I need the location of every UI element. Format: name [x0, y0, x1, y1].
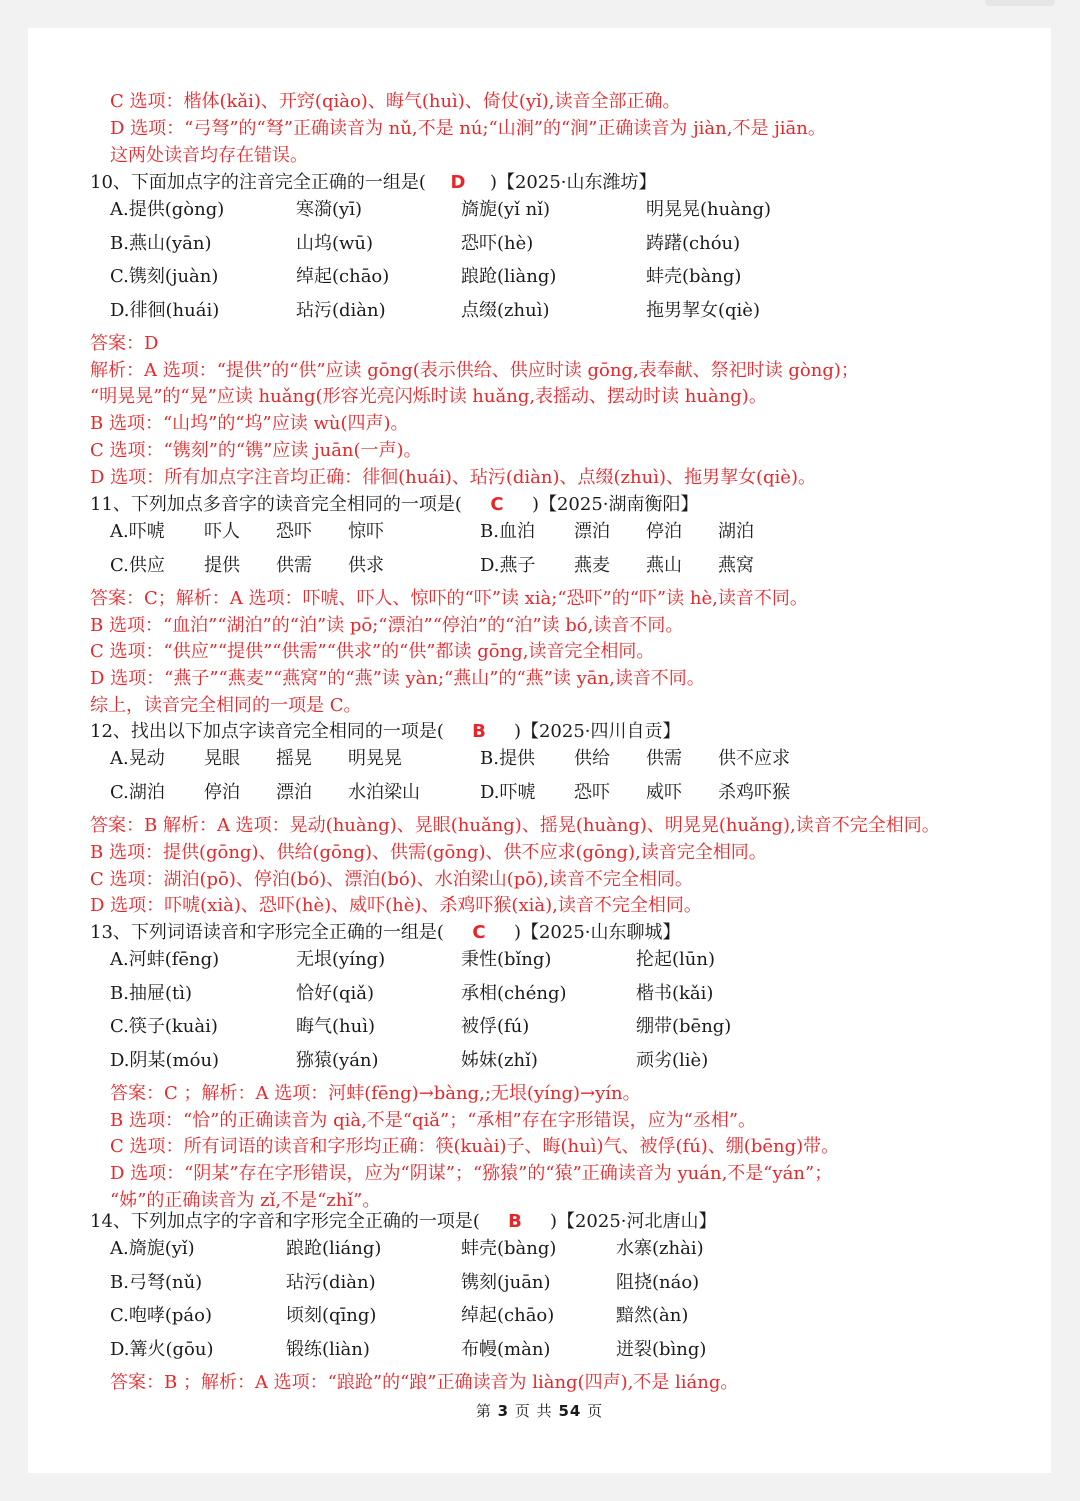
explanation-line: C 选项：湖泊(pō)、停泊(bó)、漂泊(bó)、水泊梁山(pō),读音不完全相同。: [90, 869, 693, 890]
option: 蚌壳(bàng): [646, 266, 742, 287]
option: D.阴某(móu): [110, 1050, 220, 1071]
option: B.燕山(yān): [110, 233, 212, 254]
option: B.弓弩(nǔ): [110, 1272, 203, 1293]
option: 被俘(fú): [461, 1016, 530, 1037]
option: B.提供: [480, 748, 535, 769]
question-10-stem: 10、下面加点字的注音完全正确的一组是( D )【2025·山东潍坊】: [90, 172, 657, 193]
option: 玷污(diàn): [296, 300, 386, 321]
question-10-answer: D: [450, 172, 466, 193]
option: D.燕子: [480, 555, 536, 576]
option: B.抽屉(tì): [110, 983, 192, 1004]
answer-line: 答案：C；解析：A 选项：吓唬、吓人、惊吓的“吓”读 xià;“恐吓”的“吓”读 hè,读音不同。: [90, 588, 808, 609]
option: D.篝火(gōu): [110, 1339, 214, 1360]
option: 供不应求: [718, 748, 790, 769]
question-13-answer: C: [472, 922, 486, 943]
option: 旖旎(yǐ nǐ): [461, 199, 551, 220]
option: 明晃晃(huàng): [646, 199, 772, 220]
option: A.晃动: [110, 748, 165, 769]
option: 抡起(lūn): [636, 949, 715, 970]
option: 迸裂(bìng): [616, 1339, 707, 1360]
option: 摇晃: [276, 748, 312, 769]
option: A.吓唬: [110, 521, 165, 542]
question-13-stem: 13、下列词语读音和字形完全正确的一组是( C )【2025·山东聊城】: [90, 922, 681, 943]
option: 停泊: [204, 782, 240, 803]
scrollbar-thumb[interactable]: [985, 0, 1055, 6]
option: 猕猿(yán): [296, 1050, 379, 1071]
explanation-line: C 选项：“镌刻”的“镌”应读 juān(一声)。: [90, 440, 422, 461]
document-page: [28, 28, 1051, 1473]
option: 燕麦: [574, 555, 610, 576]
option: 燕窝: [718, 555, 754, 576]
question-14-answer: B: [508, 1211, 522, 1232]
option: C.供应: [110, 555, 165, 576]
option: 黯然(àn): [616, 1305, 689, 1326]
option: C.镌刻(juàn): [110, 266, 219, 287]
option: 山坞(wū): [296, 233, 374, 254]
option: 恰好(qiǎ): [296, 983, 375, 1004]
explanation-line: D 选项：“弓弩”的“弩”正确读音为 nǔ,不是 nú;“山涧”的“涧”正确读音为 jiàn,不是 jiān。: [110, 118, 826, 139]
page-footer: 第 3 页 共 54 页: [475, 1402, 604, 1420]
explanation-line: C 选项：楷体(kǎi)、开窍(qiào)、晦气(huì)、倚仗(yǐ),读音全部正确。: [110, 91, 681, 112]
option: 顽劣(liè): [636, 1050, 709, 1071]
explanation-line: D 选项：吓唬(xià)、恐吓(hè)、威吓(hè)、杀鸡吓猴(xià),读音不完全相同。: [90, 895, 702, 916]
option: 点缀(zhuì): [461, 300, 550, 321]
option: D.吓唬: [480, 782, 536, 803]
option: C.湖泊: [110, 782, 165, 803]
option: 杀鸡吓猴: [718, 782, 790, 803]
explanation-line: 综上，读音完全相同的一项是 C。: [90, 695, 362, 716]
option: 玷污(diàn): [286, 1272, 376, 1293]
explanation-line: C 选项：所有词语的读音和字形均正确：筷(kuài)子、晦(huì)气、被俘(fú)、绷(bēng)带。: [110, 1136, 840, 1157]
option: 拖男挈女(qiè): [646, 300, 760, 321]
answer-line: 答案：B ；解析：A 选项：“踉跄”的“踉”正确读音为 liàng(四声),不是 liáng。: [110, 1372, 739, 1393]
option: 踉跄(liáng): [286, 1238, 382, 1259]
explanation-line: C 选项：“供应”“提供”“供需”“供求”的“供”都读 gōng,读音完全相同。: [90, 641, 655, 662]
answer-line: 答案：D: [90, 333, 159, 354]
option: 蚌壳(bàng): [461, 1238, 557, 1259]
option: 承相(chéng): [461, 983, 567, 1004]
question-12-answer: B: [472, 721, 486, 742]
explanation-line: 解析：A 选项：“提供”的“供”应读 gōng(表示供给、供应时读 gōng,表奉献、祭祀时读 gòng)；: [90, 360, 859, 381]
option: 锻练(liàn): [286, 1339, 370, 1360]
question-14-stem: 14、下列加点字的字音和字形完全正确的一项是( B )【2025·河北唐山】: [90, 1211, 717, 1232]
option: 顷刻(qīng): [286, 1305, 377, 1326]
explanation-line: 这两处读音均存在错误。: [110, 145, 308, 166]
explanation-line: B 选项：提供(gōng)、供给(gōng)、供需(gōng)、供不应求(gōng),读音完全相同。: [90, 842, 767, 863]
option: 绰起(chāo): [296, 266, 390, 287]
page-number: 3: [497, 1402, 510, 1420]
option: 湖泊: [718, 521, 754, 542]
option: 供给: [574, 748, 610, 769]
option: 恐吓(hè): [461, 233, 534, 254]
option: 踉跄(liàng): [461, 266, 557, 287]
answer-line: 答案：C ；解析：A 选项：河蚌(fēng)→bàng,;无垠(yíng)→yín。: [110, 1083, 641, 1104]
option: C.咆哮(páo): [110, 1305, 212, 1326]
option: 寒漪(yī): [296, 199, 362, 220]
option: A.河蚌(fēng): [110, 949, 220, 970]
option: 吓人: [204, 521, 240, 542]
option: A.提供(gòng): [110, 199, 225, 220]
explanation-line: “姊”的正确读音为 zǐ,不是“zhǐ”。: [110, 1190, 381, 1211]
option: 绰起(chāo): [461, 1305, 555, 1326]
explanation-line: “明晃晃”的“晃”应读 huǎng(形容光亮闪烁时读 huǎng,表摇动、摆动时读 huàng)。: [90, 386, 767, 407]
question-12-stem: 12、找出以下加点字读音完全相同的一项是( B )【2025·四川自贡】: [90, 721, 681, 742]
option: 提供: [204, 555, 240, 576]
option: 晃眼: [204, 748, 240, 769]
option: C.筷子(kuài): [110, 1016, 218, 1037]
explanation-line: D 选项：“燕子”“燕麦”“燕窝”的“燕”读 yàn;“燕山”的“燕”读 yān,读音不同。: [90, 668, 705, 689]
explanation-line: B 选项：“恰”的正确读音为 qià,不是“qiǎ”；“承相”存在字形错误，应为“丞相”。: [110, 1110, 757, 1131]
option: 水寨(zhài): [616, 1238, 704, 1259]
option: 镌刻(juān): [461, 1272, 551, 1293]
option: 供需: [646, 748, 682, 769]
explanation-line: D 选项：所有加点字注音均正确：徘徊(huái)、玷污(diàn)、点缀(zhuì)、拖男挈女(qiè)。: [90, 467, 816, 488]
explanation-line: B 选项：“血泊”“湖泊”的“泊”读 pō;“漂泊”“停泊”的“泊”读 bó,读音不同。: [90, 615, 684, 636]
question-11-stem: 11、下列加点多音字的读音完全相同的一项是( C )【2025·湖南衡阳】: [90, 494, 699, 515]
total-pages: 54: [558, 1402, 582, 1420]
option: 楷书(kǎi): [636, 983, 714, 1004]
option: 供求: [348, 555, 384, 576]
option: 漂泊: [276, 782, 312, 803]
option: 秉性(bǐng): [461, 949, 552, 970]
explanation-line: B 选项：“山坞”的“坞”应读 wù(四声)。: [90, 413, 409, 434]
option: 绷带(bēng): [636, 1016, 732, 1037]
option: 布幔(màn): [461, 1339, 551, 1360]
option: 燕山: [646, 555, 682, 576]
option: 水泊梁山: [348, 782, 420, 803]
option: D.徘徊(huái): [110, 300, 220, 321]
option: 明晃晃: [348, 748, 402, 769]
option: 威吓: [646, 782, 682, 803]
answer-line: 答案：B 解析：A 选项：晃动(huàng)、晃眼(huǎng)、摇晃(huàng)、明晃晃(huǎng),读音不完全相同。: [90, 815, 940, 836]
option: 恐吓: [276, 521, 312, 542]
explanation-line: D 选项：“阴某”存在字形错误，应为“阴谋”；“猕猿”的“猿”正确读音为 yuán,不是“yán”；: [110, 1163, 833, 1184]
option: 姊妹(zhǐ): [461, 1050, 538, 1071]
option: B.血泊: [480, 521, 535, 542]
option: 漂泊: [574, 521, 610, 542]
option: A.旖旎(yǐ): [110, 1238, 195, 1259]
option: 踌躇(chóu): [646, 233, 741, 254]
question-11-answer: C: [490, 494, 504, 515]
option: 供需: [276, 555, 312, 576]
option: 阻挠(náo): [616, 1272, 700, 1293]
option: 恐吓: [574, 782, 610, 803]
option: 停泊: [646, 521, 682, 542]
option: 无垠(yíng): [296, 949, 386, 970]
option: 惊吓: [348, 521, 384, 542]
option: 晦气(huì): [296, 1016, 375, 1037]
